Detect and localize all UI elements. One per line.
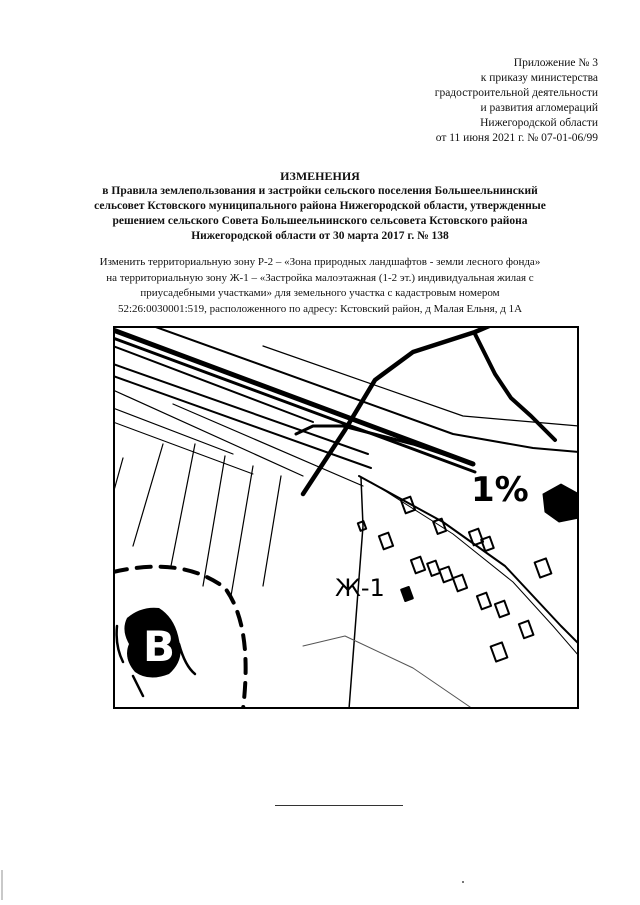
change-description xyxy=(58,255,582,317)
forest-label: B xyxy=(143,622,176,671)
body-line: на территориальную зону Ж-1 – «Застройка малоэтажная (1-2 эт.) индивидуальная жилая с xyxy=(106,271,534,284)
appendix-header xyxy=(338,56,598,146)
appendix-line: градостроительной деятельности xyxy=(434,87,598,99)
signature-line xyxy=(275,805,403,806)
document-title: ИЗМЕНЕНИЯ xyxy=(280,169,360,183)
scan-edge-mark xyxy=(1,870,3,900)
heading-line: в Правила землепользования и застройки сельского поселения Большеельнинский xyxy=(102,185,538,197)
zone-label: Ж-1 xyxy=(335,574,385,602)
appendix-line: к приказу министерства xyxy=(480,72,598,84)
body-line: приусадебными участками» для земельного участка с кадастровым номером xyxy=(140,287,500,299)
appendix-line: и развития агломераций xyxy=(480,102,598,114)
body-line: Изменить территориальную зону Р-2 – «Зона природных ландшафтов - земли лесного фонда» xyxy=(99,256,541,268)
document-heading xyxy=(60,169,580,244)
appendix-line: Приложение № 3 xyxy=(513,57,598,69)
heading-line: сельсовет Кстовского муниципального района Нижегородской области, утвержденные xyxy=(94,200,546,212)
appendix-line: от 11 июня 2021 г. № 07-01-06/99 xyxy=(435,132,598,144)
heading-line: решением сельского Совета Большеельнинского сельсовета Кстовского района xyxy=(112,215,528,227)
zoning-map-drawing xyxy=(113,326,579,709)
slope-label: 1% xyxy=(471,470,529,510)
road-band xyxy=(113,326,579,486)
zoning-map xyxy=(113,326,579,709)
building-footprints xyxy=(358,484,579,662)
scan-speck xyxy=(462,881,464,883)
heading-line: Нижегородской области от 30 марта 2017 г. № 138 xyxy=(191,230,449,242)
body-line: 52:26:0030001:519, расположенного по адресу: Кстовский район, д Малая Ельня, д 1А xyxy=(117,302,523,315)
map-frame xyxy=(114,327,578,708)
appendix-line: Нижегородской области xyxy=(480,117,598,129)
